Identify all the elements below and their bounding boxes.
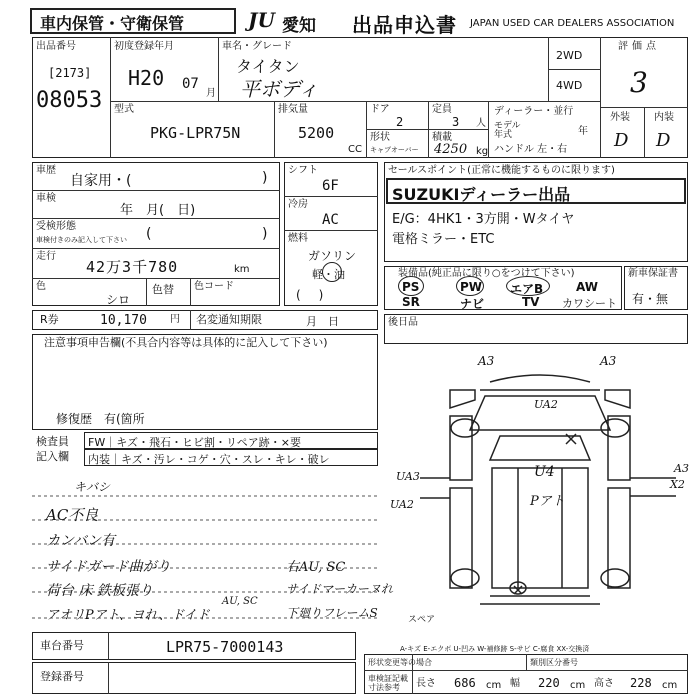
seats-value: 3 [452,115,460,129]
fuel-paren: ( ) [296,288,327,302]
equip-pw: PW [460,280,483,294]
note-frame: 下廻りフレームS [286,606,378,620]
engine-label: 排気量 [278,104,308,115]
dims-height-value: 228 [630,676,652,690]
dealer-label: ディーラー・並行 [494,106,574,117]
history-label: 車歴 [36,165,56,176]
sales-point-line2: 電格ミラー・ETC [392,232,495,247]
equip-navi: ナビ [460,297,485,311]
dims-width-label: 幅 [510,678,520,689]
color-repaint: 色替 [152,283,174,296]
color-value: シロ [106,293,131,307]
lot-label: 出品番号 [36,41,76,52]
note-side-marker: サイドマーカーヌれ [286,582,393,596]
model-grade: 平ボディ [240,77,319,101]
load-unit: kg [476,146,489,157]
note-bed-floor: 荷台 床 鉄板張り [46,583,153,599]
equip-tv: TV [522,295,540,309]
color-code-label: 色コード [194,281,234,292]
diag-mark-a3-left: A3 [478,354,495,368]
inspector-label-2: 記入欄 [36,450,69,463]
doors-label: ドア [370,104,390,115]
model-label: 車名・グレード [222,41,292,52]
dims-length-unit: cm [486,680,502,691]
equip-sr: SR [402,295,420,309]
note-au-sc: AU, SC [222,596,258,607]
shape-label: 形状 [370,132,390,143]
note-sign: カンバン有 [46,533,116,549]
equip-pw-circle [456,276,484,296]
exterior-label: 外装 [610,112,630,123]
equip-leather: カワシート [562,297,617,310]
chassis-label: 車台番号 [40,639,84,652]
engine-value: 5200 [298,124,335,142]
sales-point-line1: E/G：4HK1・3方開・Wタイヤ [392,212,575,227]
diag-spare-label: スペア [408,615,436,625]
ac-value: AC [322,212,339,228]
type-label: 型式 [114,104,134,115]
transfer-close: ) [262,226,268,242]
note-right-au-sc: 右AU, SC [286,560,346,575]
doors-value: 2 [396,115,404,129]
inspection-value: 年 月( 日) [120,203,196,218]
note-gate: アオリPアト、ヨれ、ドイド [46,608,210,623]
dims-length-value: 686 [454,676,476,690]
dims-height-label: 高さ [594,678,614,689]
remarks-repair: 修復歴 有(箇所 [56,412,145,426]
dealer-model-year: モデル年式 [494,121,521,140]
dims-height-unit: cm [662,680,678,691]
mileage-value: 42万3千780 [86,258,179,276]
fuel-gasoline: ガソリン [308,249,357,263]
sales-point-main: SUZUKIディーラー出品 [392,185,571,204]
tax-value: 10,170 [100,313,147,328]
inspector-fw-text: FW｜キズ・飛石・ヒビ割・リペア跡・×要 [88,436,301,449]
tax-unit: 円 [170,314,180,325]
dims-row-label: 車検証記載寸法参考 [368,674,408,692]
fuel-diesel: 軽・油 [312,268,345,281]
diag-mark-ua3-left: UA3 [396,470,420,483]
ac-label: 冷房 [288,199,308,210]
transfer-value: ( [146,226,152,242]
diag-mark-ua2-left: UA2 [390,498,414,511]
diag-mark-a3-right: A3 [600,354,617,368]
chassis-value: LPR75-7000143 [166,638,284,656]
history-value: 自家用・( [70,173,132,189]
dims-length-label: 長さ [416,678,436,689]
branch-name: 愛知 [282,16,316,36]
fuel-label: 燃料 [288,233,308,244]
registration-month: 07 [182,76,199,92]
model-name: タイタン [236,57,300,76]
registration-label: 初度登録年月 [114,41,174,52]
form-title: 出品申込書 [352,13,457,37]
warranty-label: 新車保証書 [628,268,678,279]
dealer-model-unit: 年 [578,126,588,137]
diag-mark-patch: Pアト [530,494,565,509]
load-label: 積載 [432,132,452,143]
drive-2wd: 2WD [556,49,583,62]
dims-header-2: 類別区分番号 [530,658,578,667]
notice-value: 月 日 [306,315,339,328]
load-value: 4250 [434,142,468,157]
remarks-label: 注意事項申告欄(不具合内容等は具体的に記入して下さい) [44,336,328,349]
inspection-label: 車検 [36,193,56,204]
equip-aw: AW [576,280,598,294]
top-table [32,37,688,158]
storage-label: 車内保管・守衛保管 [40,14,185,33]
dims-header-1: 形状変更等の場合 [368,658,432,667]
registration-month-unit: 月 [206,88,216,99]
equip-ps-circle [398,276,424,296]
seats-label: 定員 [432,104,452,115]
association-name: JAPAN USED CAR DEALERS ASSOCIATION [470,18,675,29]
equip-airbag: エアB [510,282,544,296]
dims-width-unit: cm [570,680,586,691]
lot-code: [2173] [48,66,92,80]
registration-year: H20 [128,66,165,90]
note-kibashi: キバシ [74,480,111,494]
tax-label: R券 [40,313,59,326]
shift-label: シフト [288,165,318,176]
history-close: ) [262,170,268,186]
fuel-diesel-circle [322,262,342,282]
grade-score: 3 [630,66,648,99]
equip-airbag-circle [506,276,550,296]
warranty-value: 有・無 [632,292,669,306]
damage-legend: A-キズ E-エクボ U-凹み W-補修跡 S-サビ C-腐食 XX-交換済 [400,645,590,653]
type-value: PKG-LPR75N [150,124,241,142]
notice-label: 名変通知期限 [196,313,262,326]
interior-score: D [656,130,671,151]
interior-label: 内装 [654,112,674,123]
after-date-label: 後日品 [388,317,418,328]
inspector-label-1: 検査員 [36,435,69,448]
mileage-label: 走行 [36,251,56,262]
note-side-guard: サイドガード曲がり [46,559,171,575]
exterior-score: D [614,130,629,151]
shape-sub: キャブオーバー [370,146,419,154]
drive-4wd: 4WD [556,79,583,92]
grade-label: 評価点 [618,41,660,52]
diag-mark-ua2-front: UA2 [534,398,558,411]
after-date-box [384,314,688,344]
color-label: 色 [36,281,46,292]
diag-mark-x2: X2 [670,478,685,491]
note-ac-fault: AC不良 [46,506,99,524]
engine-unit: CC [348,144,362,155]
dealer-handle: ハンドル 左・右 [494,144,568,155]
diag-mark-u4: U4 [534,464,555,480]
shift-value: 6F [322,178,339,194]
dims-width-value: 220 [538,676,560,690]
equip-ps: PS [402,280,420,294]
ju-logo: JU [248,8,275,32]
inspector-int-text: 内装｜キズ・汚レ・コゲ・穴・スレ・キレ・破レ [88,453,330,466]
sales-point-label: セールスポイント(正常に機能するものに限ります) [388,165,615,176]
seats-unit: 人 [476,118,486,129]
transfer-label: 受検形態 [36,221,76,232]
mileage-unit: km [234,264,250,275]
equipment-label: 装備品(純正品に限り○をつけて下さい) [398,268,575,279]
diag-mark-a3-side: A3 [674,462,689,475]
transfer-sub: 車検付きのみ記入して下さい [36,236,127,244]
reg-number-label: 登録番号 [40,670,84,683]
lot-number: 08053 [36,88,103,113]
